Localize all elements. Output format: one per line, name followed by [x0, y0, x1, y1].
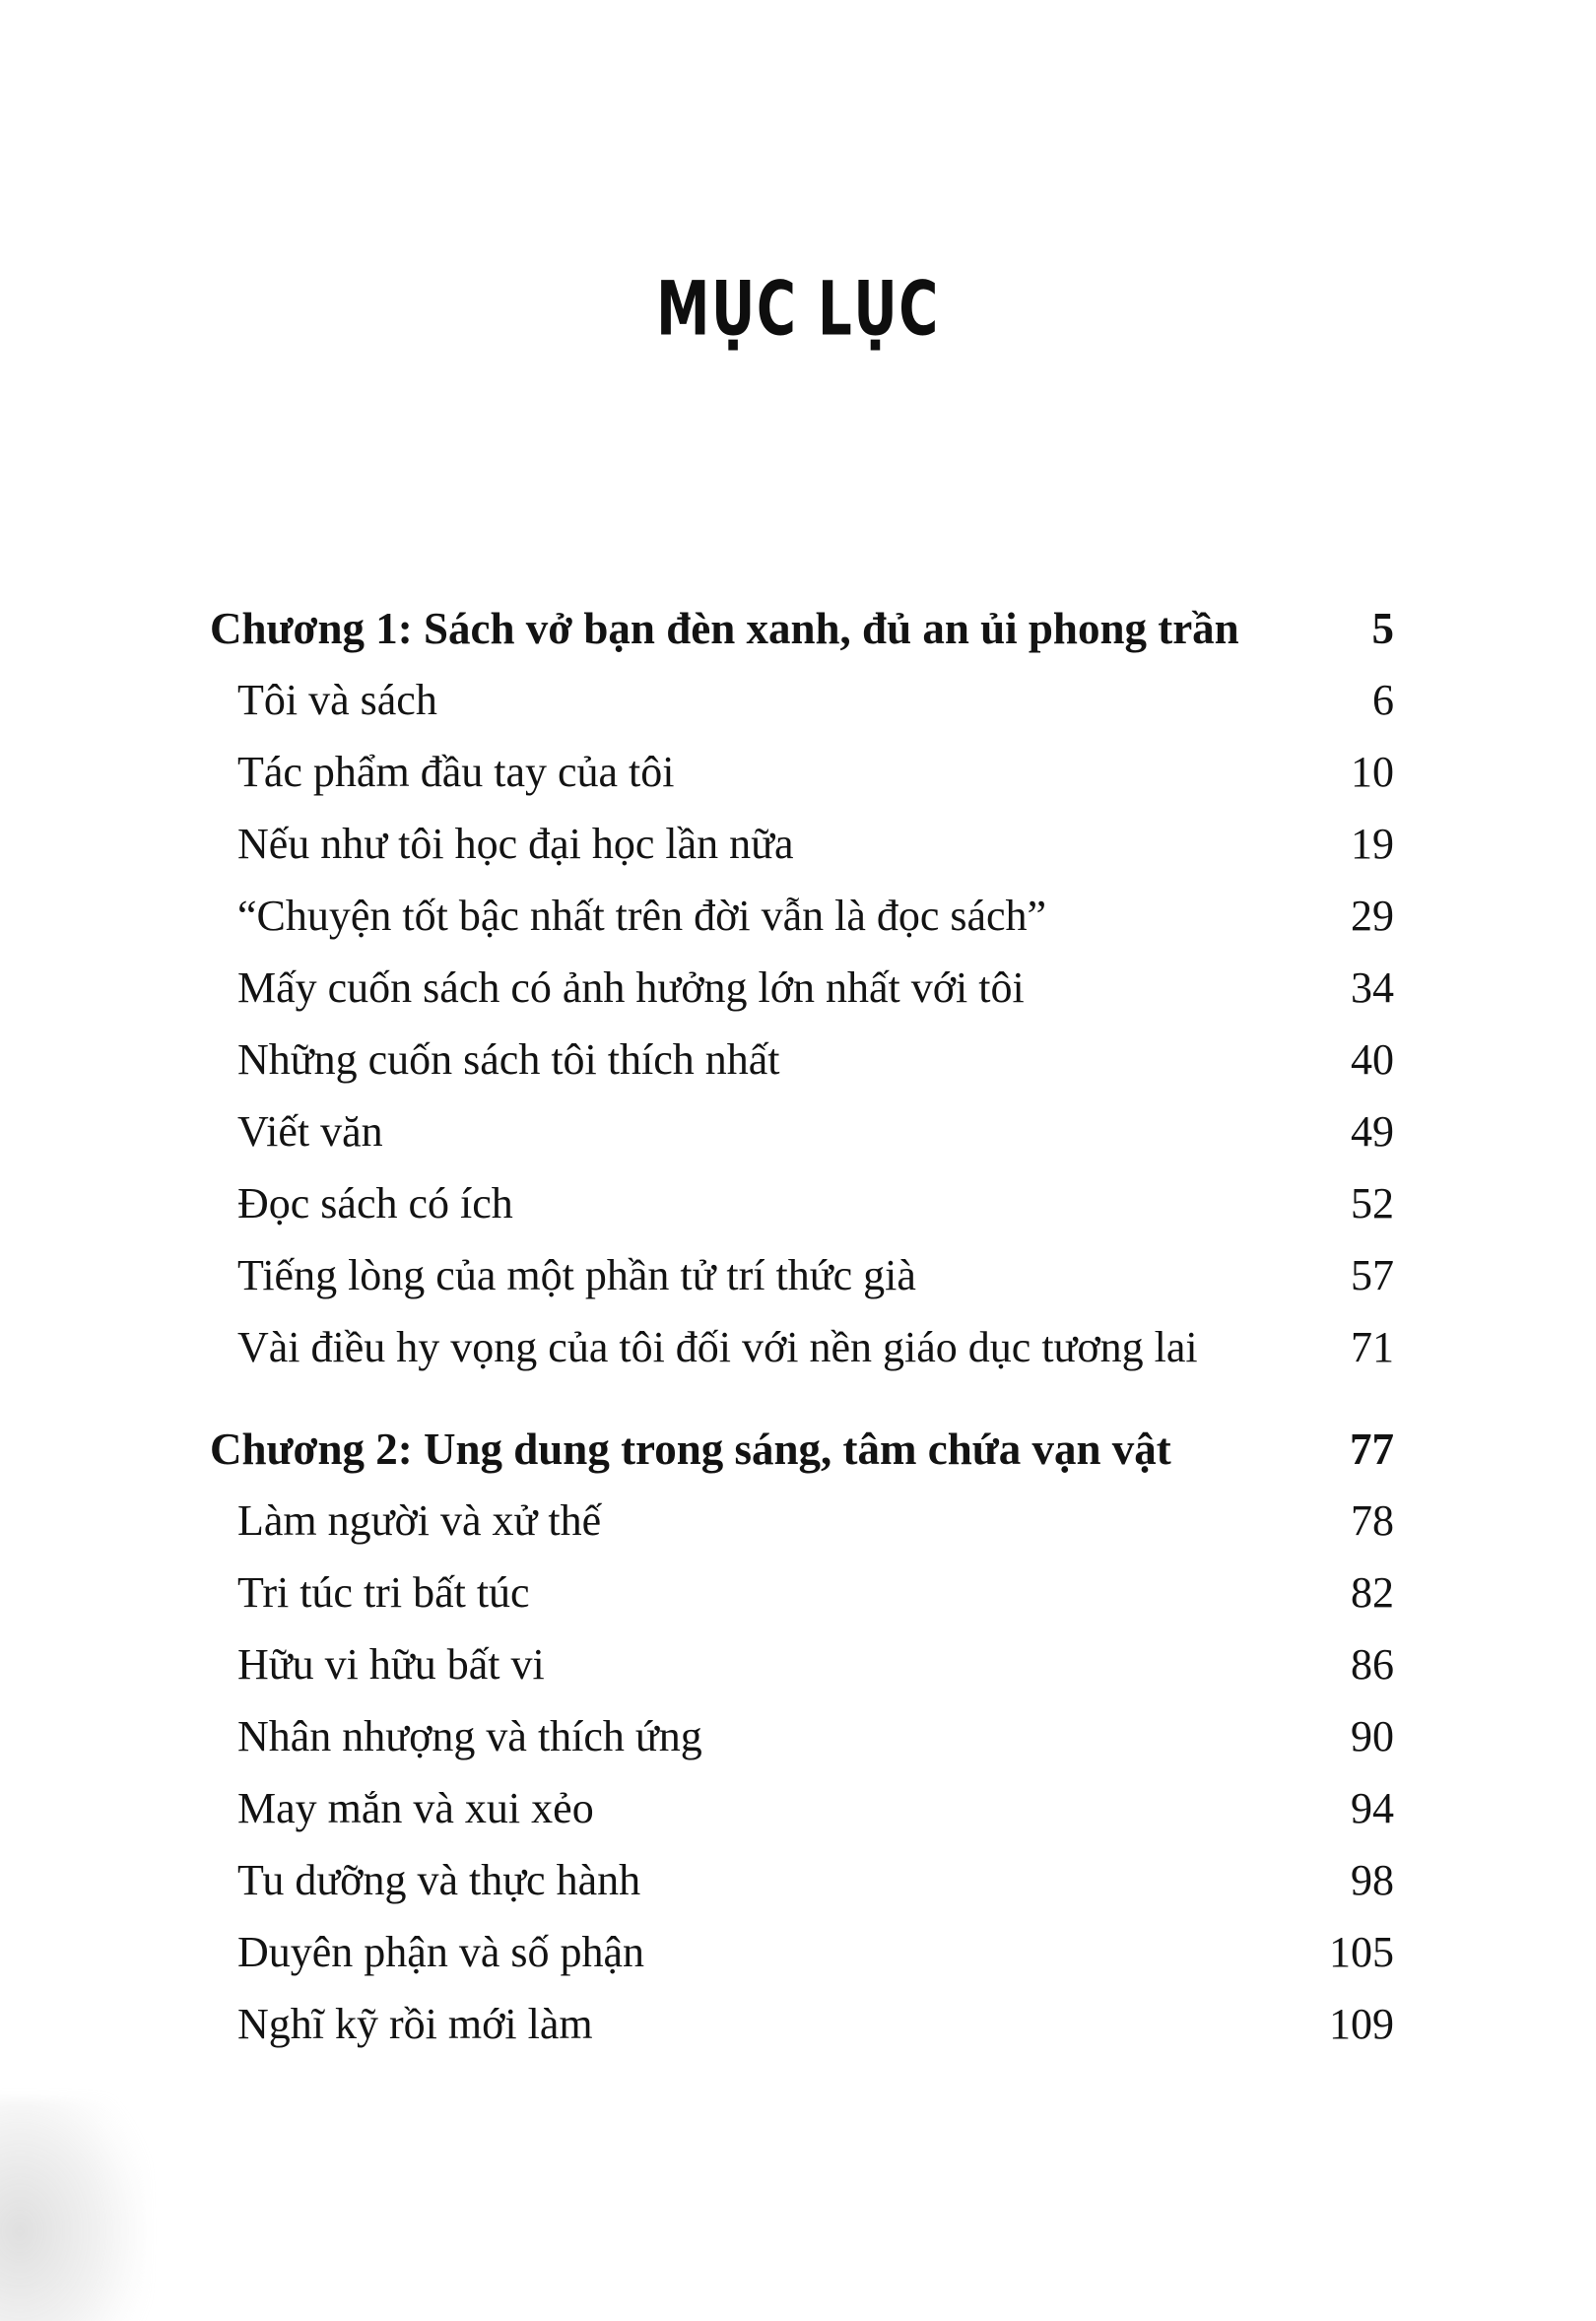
entry-page-number: 10 [1351, 748, 1394, 796]
entry-page-number: 78 [1351, 1496, 1394, 1545]
entry-title: Tri túc tri bất túc [237, 1568, 530, 1617]
scan-smudge-artifact [0, 2098, 148, 2321]
entry-title: Tác phẩm đầu tay của tôi [237, 748, 675, 796]
entry-page-number: 94 [1351, 1784, 1394, 1832]
toc-entry-row [210, 664, 1394, 736]
toc-entry-row [210, 1167, 1394, 1239]
toc-entry-row [210, 1772, 1394, 1844]
entry-page-number: 109 [1329, 2000, 1394, 2048]
toc-entry-row [210, 952, 1394, 1024]
page-title: MỤC LỤC [656, 265, 940, 354]
entry-title: Đọc sách có ích [237, 1179, 513, 1227]
entry-title: Nhân nhượng và thích ứng [237, 1712, 702, 1760]
chapter-page-number: 77 [1350, 1424, 1394, 1474]
toc-entry-row [210, 1557, 1394, 1628]
chapter-title: Chương 1: Sách vở bạn đèn xanh, đủ an ủi phong trần [210, 603, 1239, 653]
toc-entry-row [210, 1916, 1394, 1988]
entry-title: “Chuyện tốt bậc nhất trên đời vẫn là đọc sách” [237, 892, 1047, 940]
toc-entry-row [210, 1844, 1394, 1916]
chapter-page-number: 5 [1371, 603, 1394, 653]
entry-page-number: 52 [1351, 1179, 1394, 1227]
toc-chapter-row [210, 592, 1394, 664]
entry-title: May mắn và xui xẻo [237, 1784, 594, 1832]
toc-list [210, 592, 1394, 2060]
toc-entry-row [210, 736, 1394, 808]
entry-page-number: 34 [1351, 963, 1394, 1012]
chapter-title: Chương 2: Ung dung trong sáng, tâm chứa vạn vật [210, 1424, 1171, 1474]
entry-page-number: 19 [1351, 820, 1394, 868]
toc-entry-row [210, 1628, 1394, 1700]
toc-entry-row [210, 1311, 1394, 1383]
entry-page-number: 40 [1351, 1035, 1394, 1084]
entry-title: Vài điều hy vọng của tôi đối với nền giáo dục tương lai [237, 1323, 1198, 1371]
entry-title: Tiếng lòng của một phần tử trí thức già [237, 1251, 916, 1299]
toc-entry-row [210, 1988, 1394, 2060]
entry-title: Những cuốn sách tôi thích nhất [237, 1035, 780, 1084]
toc-entry-row [210, 1700, 1394, 1772]
entry-title: Tu dưỡng và thực hành [237, 1856, 641, 1904]
entry-page-number: 29 [1351, 892, 1394, 940]
toc-entry-row [210, 1239, 1394, 1311]
entry-page-number: 49 [1351, 1107, 1394, 1156]
entry-title: Duyên phận và số phận [237, 1928, 645, 1976]
toc-chapter-row [210, 1413, 1394, 1485]
entry-page-number: 6 [1372, 676, 1394, 724]
toc-entry-row [210, 880, 1394, 952]
entry-page-number: 105 [1329, 1928, 1394, 1976]
entry-page-number: 90 [1351, 1712, 1394, 1760]
entry-title: Mấy cuốn sách có ảnh hưởng lớn nhất với tôi [237, 963, 1025, 1012]
entry-title: Hữu vi hữu bất vi [237, 1640, 545, 1689]
entry-title: Viết văn [237, 1107, 383, 1156]
entry-page-number: 71 [1351, 1323, 1394, 1371]
entry-page-number: 57 [1351, 1251, 1394, 1299]
entry-title: Làm người và xử thế [237, 1496, 602, 1545]
entry-page-number: 98 [1351, 1856, 1394, 1904]
entry-title: Nếu như tôi học đại học lần nữa [237, 820, 794, 868]
entry-title: Tôi và sách [237, 676, 437, 724]
entry-title: Nghĩ kỹ rồi mới làm [237, 2000, 593, 2048]
toc-entry-row [210, 1095, 1394, 1167]
toc-entry-row [210, 1485, 1394, 1557]
entry-page-number: 82 [1351, 1568, 1394, 1617]
toc-entry-row [210, 1024, 1394, 1095]
toc-entry-row [210, 808, 1394, 880]
entry-page-number: 86 [1351, 1640, 1394, 1689]
